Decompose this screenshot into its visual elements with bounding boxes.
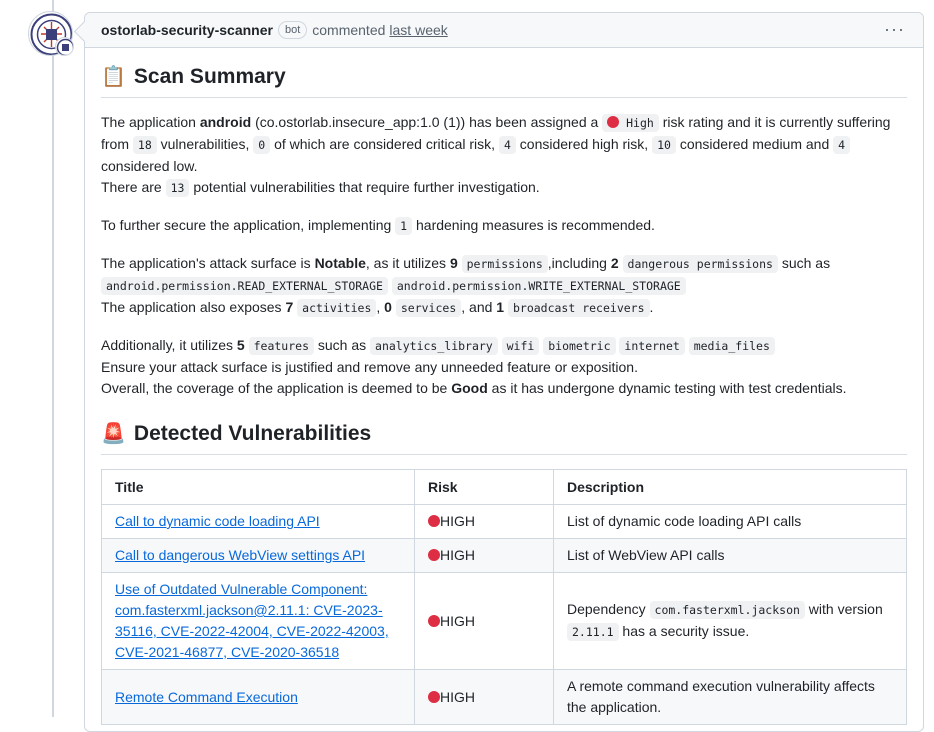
dangerous-permissions-code: dangerous permissions bbox=[623, 255, 778, 273]
feature-tag: media_files bbox=[689, 337, 775, 355]
text: such as bbox=[314, 337, 371, 353]
activities-code: activities bbox=[297, 299, 376, 317]
vuln-risk-cell bbox=[415, 573, 554, 670]
red-circle-icon bbox=[428, 691, 440, 703]
bot-avatar-badge bbox=[55, 37, 74, 56]
services-count: 0 bbox=[384, 299, 392, 315]
potential-count: 13 bbox=[166, 179, 190, 197]
text: , bbox=[376, 299, 385, 315]
risk-rating-badge bbox=[602, 114, 659, 132]
bot-badge: bot bbox=[278, 21, 307, 39]
vuln-description-cell bbox=[554, 573, 907, 670]
text: as it has undergone dynamic testing with test credentials. bbox=[487, 380, 847, 396]
summary-paragraph-2 bbox=[101, 215, 907, 237]
text: , as it utilizes bbox=[365, 255, 450, 271]
clipboard-icon: 📋 bbox=[101, 66, 126, 88]
vulnerabilities-title: Detected Vulnerabilities bbox=[133, 421, 372, 445]
medium-count: 10 bbox=[652, 136, 676, 154]
text: potential vulnerabilities that require further investigation. bbox=[189, 179, 540, 195]
vuln-description-cell: List of WebView API calls bbox=[554, 539, 907, 573]
comment-body bbox=[85, 64, 923, 725]
text: vulnerabilities, bbox=[156, 136, 254, 152]
vuln-title-cell bbox=[102, 670, 415, 725]
vuln-description-cell: A remote command execution vulnerability affects the application. bbox=[554, 670, 907, 725]
vuln-title-link[interactable]: Use of Outdated Vulnerable Component: com.fasterxml.jackson@2.11.1: CVE-2023-35116, CVE-2022-42004, CVE-2022-42003, CVE-2021-46877, CVE-2020-36518 bbox=[115, 581, 389, 660]
receivers-count: 1 bbox=[496, 299, 505, 315]
red-circle-icon bbox=[428, 549, 440, 561]
high-count: 4 bbox=[499, 136, 516, 154]
table-row bbox=[102, 670, 907, 725]
permission-read-storage: android.permission.READ_EXTERNAL_STORAGE bbox=[101, 277, 388, 295]
dangerous-count: 2 bbox=[610, 255, 619, 271]
text: hardening measures is recommended. bbox=[412, 217, 655, 233]
text: considered low. bbox=[101, 158, 198, 174]
feature-tag: biometric bbox=[543, 337, 615, 355]
vuln-risk-cell bbox=[415, 539, 554, 573]
text: The application also exposes bbox=[101, 299, 286, 315]
vuln-title-link[interactable]: Remote Command Execution bbox=[115, 688, 298, 705]
column-header-description: Description bbox=[554, 470, 907, 505]
red-circle-icon bbox=[428, 515, 440, 527]
permissions-count: 9 bbox=[449, 255, 458, 271]
table-row bbox=[102, 539, 907, 573]
risk-label: HIGH bbox=[440, 513, 475, 529]
vuln-title-cell bbox=[102, 573, 415, 670]
activities-count: 7 bbox=[285, 299, 294, 315]
ostorlab-badge-icon bbox=[56, 38, 74, 56]
scan-summary-heading bbox=[101, 64, 907, 98]
author-link[interactable]: ostorlab-security-scanner bbox=[101, 22, 273, 38]
feature-tag: wifi bbox=[502, 337, 540, 355]
kebab-menu-icon[interactable]: ··· bbox=[884, 19, 905, 39]
risk-label: HIGH bbox=[440, 547, 475, 563]
comment-box bbox=[84, 12, 924, 732]
text: To further secure the application, implementing bbox=[101, 217, 396, 233]
vuln-title-cell bbox=[102, 505, 415, 539]
text: with version bbox=[804, 601, 883, 617]
app-name: android bbox=[199, 114, 252, 130]
text: considered high risk, bbox=[515, 136, 653, 152]
text: . bbox=[649, 299, 654, 315]
text: There are bbox=[101, 179, 166, 195]
text: (co.ostorlab.insecure_app:1.0 (1)) has been assigned a bbox=[251, 114, 603, 130]
scan-summary-title: Scan Summary bbox=[133, 64, 286, 88]
comment-header bbox=[85, 13, 923, 48]
vulnerabilities-table bbox=[101, 469, 907, 725]
risk-label: HIGH bbox=[440, 688, 475, 705]
table-header-row bbox=[102, 470, 907, 505]
vuln-title-link[interactable]: Call to dangerous WebView settings API bbox=[115, 547, 366, 563]
text: has a security issue. bbox=[618, 623, 750, 639]
vulnerabilities-heading bbox=[101, 421, 907, 455]
vuln-risk-cell bbox=[415, 505, 554, 539]
permissions-code: permissions bbox=[462, 255, 548, 273]
services-code: services bbox=[396, 299, 461, 317]
vuln-title-link[interactable]: Call to dynamic code loading API bbox=[115, 513, 320, 529]
summary-paragraph-1 bbox=[101, 112, 907, 199]
vuln-title-cell bbox=[102, 539, 415, 573]
text: Overall, the coverage of the application is deemed to be bbox=[101, 380, 452, 396]
text: Additionally, it utilizes bbox=[101, 337, 237, 353]
text: Ensure your attack surface is justified and remove any unneeded feature or exposition. bbox=[101, 359, 638, 375]
text: of which are considered critical risk, bbox=[270, 136, 499, 152]
vuln-risk-cell bbox=[415, 670, 554, 725]
siren-icon: 🚨 bbox=[101, 423, 126, 445]
summary-paragraph-4 bbox=[101, 335, 907, 399]
text: risk rating and it is currently suffering from bbox=[101, 114, 891, 152]
receivers-code: broadcast receivers bbox=[508, 299, 650, 317]
risk-rating-label: High bbox=[626, 116, 654, 130]
features-code: features bbox=[249, 337, 314, 355]
comment-action: commented bbox=[312, 22, 386, 38]
table-row bbox=[102, 505, 907, 539]
text: ,including bbox=[547, 255, 611, 271]
text: such as bbox=[777, 255, 831, 271]
total-vuln-count: 18 bbox=[133, 136, 157, 154]
text: The application's attack surface is bbox=[101, 255, 315, 271]
summary-paragraph-3 bbox=[101, 253, 907, 319]
timestamp-link[interactable]: last week bbox=[389, 22, 448, 38]
feature-tag: analytics_library bbox=[370, 337, 498, 355]
column-header-risk: Risk bbox=[415, 470, 554, 505]
text: considered medium and bbox=[675, 136, 834, 152]
features-count: 5 bbox=[236, 337, 245, 353]
permission-write-storage: android.permission.WRITE_EXTERNAL_STORAGE bbox=[392, 277, 686, 295]
feature-tag: internet bbox=[619, 337, 684, 355]
attack-surface-rating: Notable bbox=[314, 255, 366, 271]
critical-count: 0 bbox=[253, 136, 270, 154]
text: , and bbox=[461, 299, 497, 315]
text: Dependency bbox=[567, 601, 650, 617]
dependency-code: com.fasterxml.jackson bbox=[650, 601, 805, 619]
red-circle-icon bbox=[428, 615, 440, 627]
version-code: 2.11.1 bbox=[567, 623, 619, 641]
timeline-line bbox=[52, 0, 54, 717]
coverage-rating: Good bbox=[451, 380, 488, 396]
text: The application bbox=[101, 114, 200, 130]
hardening-count: 1 bbox=[395, 217, 412, 235]
risk-label: HIGH bbox=[440, 612, 475, 629]
table-row bbox=[102, 573, 907, 670]
low-count: 4 bbox=[833, 136, 850, 154]
red-circle-icon bbox=[607, 116, 619, 128]
column-header-title: Title bbox=[102, 470, 415, 505]
vuln-description-cell: List of dynamic code loading API calls bbox=[554, 505, 907, 539]
